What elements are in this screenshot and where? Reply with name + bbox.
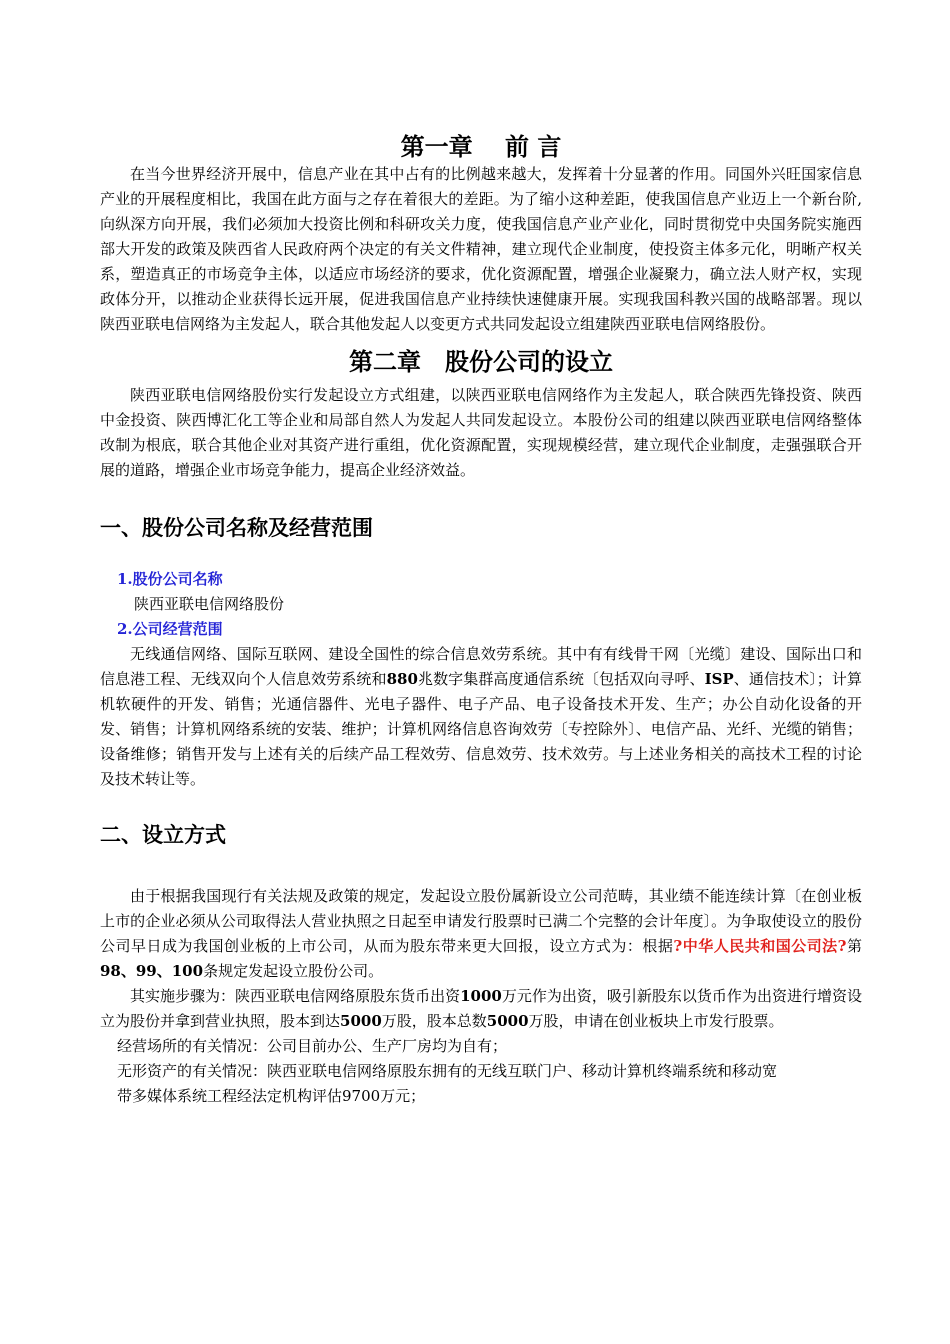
business-scope-heading: 2.公司经营范围 [117,620,223,638]
company-law-reference: ?中华人民共和国公司法? [673,937,847,955]
implementation-text-c: 万股，股本总数 [381,1012,487,1030]
intangible-assets-paragraph [100,1059,862,1109]
establishment-text-c: 条规定发起设立股份公司。 [203,962,384,980]
premises-paragraph: 经营场所的有关情况：公司目前办公、生产厂房均为自有； [117,1037,508,1055]
business-scope-text-c: 、通信技术〕；计算机软硬件的开发、销售；光通信器件、光电子器件、电子产品、电子设备技术开发、生产；办公自动化设备的开发、销售；计算机网络系统的安装、维护；计算机网络信息咨询效劳〔专控除外〕、电信产品、光纤、光缆的销售；设备维修；销售开发与上述有关的后续产品工程效劳、信息效劳、技术效劳。与上述业务相关的高技术工程的讨论及技术转让等。 [100,670,862,788]
article-numbers: 98、99、100 [100,962,204,980]
establishment-text-b: 第 [846,937,862,955]
chapter2-paragraph: 陕西亚联电信网络股份实行发起设立方式组建，以陕西亚联电信网络作为主发起人，联合陕西先锋投资、陕西中金投资、陕西博汇化工等企业和局部自然人为发起人共同发起设立。本股份公司的组建以陕西亚联电信网络整体改制为根底，联合其他企业对其资产进行重组，优化资源配置，实现规模经营，建立现代企业制度，走强强联合开展的道路，增强企业市场竞争能力，提高企业经济效益。 [100,386,862,479]
business-scope-text-a: 无线通信网络、国际互联网、建设全国性的综合信息效劳系统。其中有有线骨干网〔光缆〕建设、国际出口和信息港工程、无线双向个人信息效劳系统和 [100,645,862,688]
implementation-paragraph [100,984,862,1034]
capital-amount: 1000 [460,987,502,1005]
implementation-text-d: 万股，申请在创业板块上市发行股票。 [528,1012,784,1030]
business-scope-paragraph [100,642,862,792]
intangible-assets-line2: 带多媒体系统工程经法定机构评估9700万元； [117,1087,426,1105]
share-capital-reached: 5000 [340,1012,382,1030]
establishment-paragraph [100,884,862,984]
business-scope-number: 880 [386,670,418,688]
business-scope-isp: ISP [704,670,734,688]
company-name-value: 陕西亚联电信网络股份 [134,595,285,613]
implementation-text-b: 万元作为出资，吸引新股东以货币作为出资进行增资设立为股份并拿到营业执照，股本到达 [100,987,862,1030]
chapter1-paragraph: 在当今世界经济开展中，信息产业在其中占有的比例越来越大，发挥着十分显著的作用。同国外兴旺国家信息产业的开展程度相比，我国在此方面与之存在着很大的差距。为了缩小这种差距，使我国信息产业迈上一个新台阶,向纵深方向开展，我们必须加大投资比例和科研攻关力度，使我国信息产业产业化，同时贯彻党中央国务院实施西部大开发的政策及陕西省人民政府两个决定的有关文件精神，建立现代企业制度，使投资主体多元化，明晰产权关系，塑造真正的市场竞争主体，以适应市场经济的要求，优化资源配置，增强企业凝聚力，确立法人财产权，实现政体分开，以推动企业获得长远开展，促进我国信息产业持续快速健康开展。实现我国科教兴国的战略部署。现以陕西亚联电信网络为主发起人，联合其他发起人以变更方式共同发起设立组建陕西亚联电信网络股份。 [100,165,862,333]
section2-title: 二、设立方式 [100,822,226,847]
chapter1-title: 第一章 前 言 [400,132,562,161]
establishment-text-a: 由于根据我国现行有关法规及政策的规定，发起设立股份属新设立公司范畴，其业绩不能连续计算〔在创业板上市的企业必须从公司取得法人营业执照之日起至申请发行股票时已满二个完整的会计年度〕。为争取使设立的股份公司早日成为我国创业板的上市公司，从而为股东带来更大回报，设立方式为：根据 [100,887,862,955]
total-shares: 5000 [486,1012,529,1030]
business-scope-text-b: 兆数字集群高度通信系统〔包括双向寻呼、 [417,670,705,688]
chapter2-title: 第二章 股份公司的设立 [349,347,613,376]
section1-title: 一、股份公司名称及经营范围 [100,515,373,540]
implementation-text-a: 其实施步骤为：陕西亚联电信网络原股东货币出资 [130,987,461,1005]
intangible-assets-line1: 无形资产的有关情况：陕西亚联电信网络原股东拥有的无线互联门户、移动计算机终端系统和移动宽 [117,1062,778,1080]
document-page [100,120,862,1109]
company-name-heading: 1.股份公司名称 [117,570,223,588]
